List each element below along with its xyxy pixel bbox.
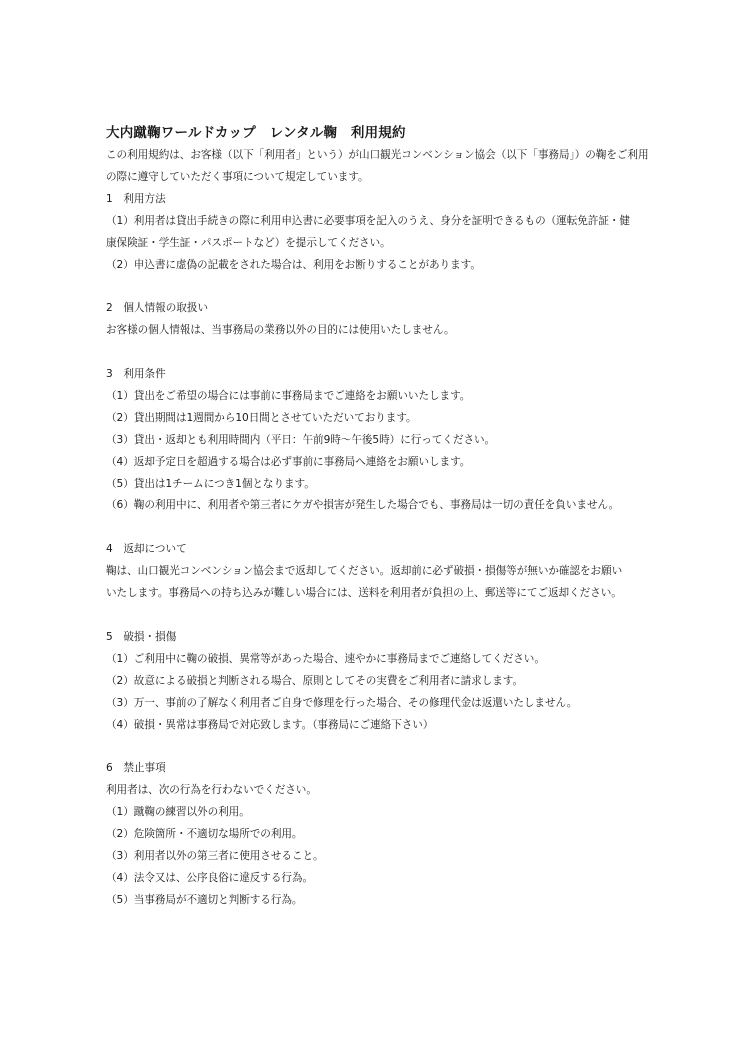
section-line: いたします。事務局への持ち込みが難しい場合には、送料を利用者が負担の上、郵送等にてご返却ください。 (106, 587, 622, 600)
section-heading-usage: 1 利用方法 (106, 192, 166, 205)
section-line: （4）破損・異常は事務局で対応致します。（事務局にご連絡下さい） (106, 718, 434, 731)
section-line: （2）貸出期間は1週間から10日間とさせていただいております。 (106, 411, 417, 424)
section-heading-conditions: 3 利用条件 (106, 368, 166, 381)
section-line: （6）鞠の利用中に、利用者や第三者にケガや損害が発生した場合でも、事務局は一切の責任を負いません。 (106, 499, 620, 512)
section-line: （1）利用者は貸出手続きの際に利用申込書に必要事項を記入のうえ、身分を証明できるもの（運転免許証・健 (106, 214, 630, 227)
section-line: （5）当事務局が不適切と判断する行為。 (106, 893, 303, 906)
section-line: （2）危険箇所・不適切な場所での利用。 (106, 828, 303, 841)
section-heading-prohibited: 6 禁止事項 (106, 762, 166, 775)
section-line: （3）貸出・返却とも利用時間内（平日：午前9時～午後5時）に行ってください。 (106, 433, 496, 446)
section-heading-damage: 5 破損・損傷 (106, 630, 177, 643)
section-line: お客様の個人情報は、当事務局の業務以外の目的には使用いたしません。 (106, 324, 455, 337)
terms-document (106, 122, 726, 912)
section-line: 康保険証・学生証・パスポートなど）を提示してください。 (106, 236, 391, 249)
section-line: （4）返却予定日を超過する場合は必ず事前に事務局へ連絡をお願いします。 (106, 455, 471, 468)
page-title: 大内蹴鞠ワールドカップ レンタル鞠 利用規約 (106, 125, 406, 141)
intro-line: この利用規約は、お客様（以下「利用者」という）が山口観光コンベンション協会（以下「事務局」）の鞠をご利用 (106, 149, 649, 161)
section-line: （2）申込書に虚偽の記載をされた場合は、利用をお断りすることがあります。 (106, 258, 481, 271)
section-heading-privacy: 2 個人情報の取扱い (106, 302, 209, 315)
section-spacer (106, 517, 726, 539)
section-spacer (106, 736, 726, 758)
section-line: 鞠は、山口観光コンベンション協会まで返却してください。返却前に必ず破損・損傷等が無いか確認をお願い (106, 565, 623, 578)
section-line: （1）ご利用中に鞠の破損、異常等があった場合、速やかに事務局までご連絡してください。 (106, 652, 545, 665)
section-line: （5）貸出は1チームにつき1個となります。 (106, 477, 315, 490)
section-line: 利用者は、次の行為を行わないでください。 (106, 784, 317, 797)
section-heading-return: 4 返却について (106, 543, 187, 556)
section-line: （4）法令又は、公序良俗に違反する行為。 (106, 871, 314, 884)
section-line: （3）利用者以外の第三者に使用させること。 (106, 849, 324, 862)
section-spacer (106, 276, 726, 298)
section-spacer (106, 605, 726, 627)
section-spacer (106, 342, 726, 364)
intro-line: の際に遵守していただく事項について規定しています。 (106, 170, 369, 183)
section-line: （2）故意による破損と判断される場合、原則としてその実費をご利用者に請求します。 (106, 674, 524, 687)
section-line: （1）貸出をご希望の場合には事前に事務局までご連絡をお願いいたします。 (106, 389, 471, 402)
section-line: （3）万一、事前の了解なく利用者ご自身で修理を行った場合、その修理代金は返還いたしません。 (106, 696, 578, 709)
section-line: （1）蹴鞠の練習以外の利用。 (106, 806, 250, 819)
